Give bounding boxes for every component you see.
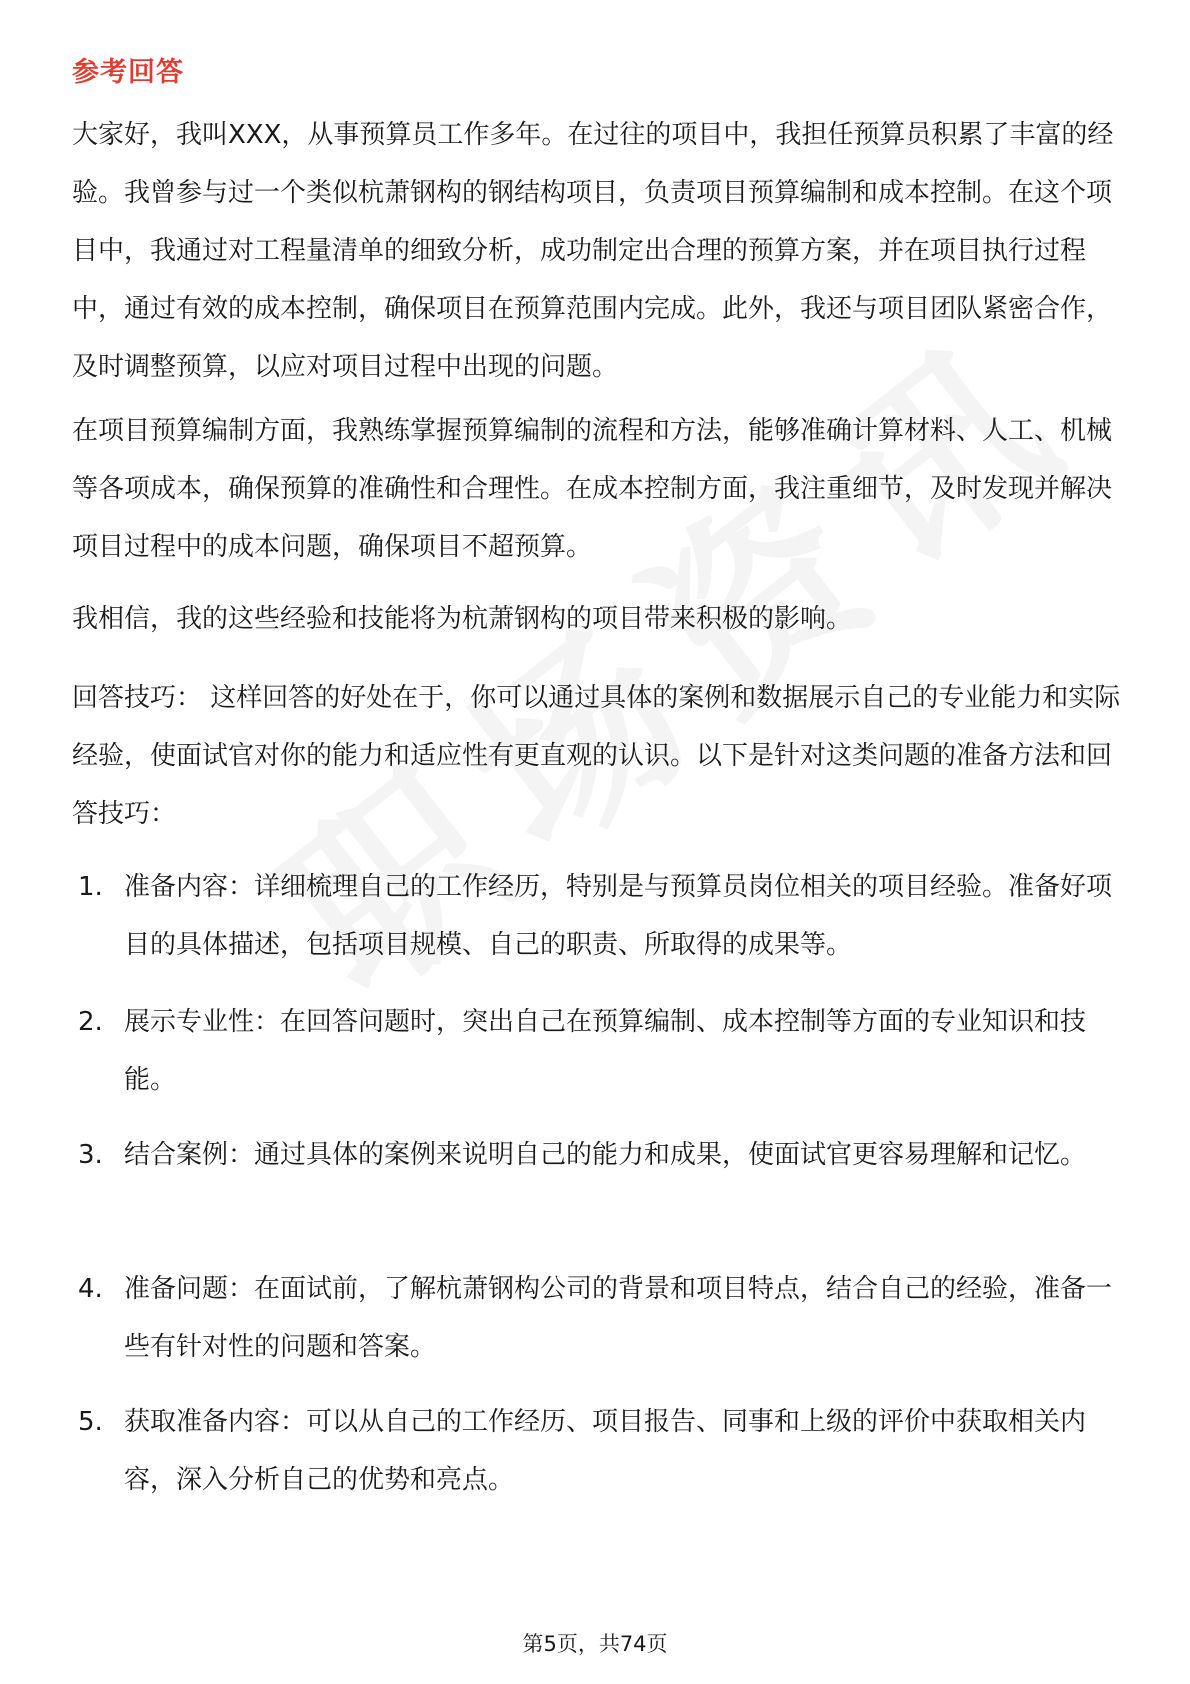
list-item [78, 1393, 1128, 1509]
section-heading: 参考回答 [72, 57, 184, 88]
page-number-footer: 第5页，共74页 [522, 1632, 668, 1656]
list-item-number: 4. [78, 1274, 103, 1304]
list-item-text: 准备问题：在面试前，了解杭萧钢构公司的背景和项目特点，结合自己的经验，准备一些有针对性的问题和答案。 [124, 1274, 1113, 1362]
list-item-number: 2. [78, 1007, 103, 1037]
list-item-number: 5. [78, 1407, 103, 1437]
paragraph-answer-tips: 回答技巧： 这样回答的好处在于，你可以通过具体的案例和数据展示自己的专业能力和实际经验，使面试官对你的能力和适应性有更直观的认识。以下是针对这类问题的准备方法和回答技巧： [72, 683, 1121, 829]
list-item [78, 993, 1128, 1109]
list-item [78, 1260, 1128, 1376]
paragraph-intro: 大家好，我叫XXX，从事预算员工作多年。在过往的项目中，我担任预算员积累了丰富的经验。我曾参与过一个类似杭萧钢构的钢结构项目，负责项目预算编制和成本控制。在这个项目中，我通过对工程量清单的细致分析，成功制定出合理的预算方案，并在项目执行过程中，通过有效的成本控制，确保项目在预算范围内完成。此外，我还与项目团队紧密合作，及时调整预算，以应对项目过程中出现的问题。 [72, 120, 1114, 382]
list-item [78, 1126, 1128, 1184]
list-item-text: 获取准备内容：可以从自己的工作经历、项目报告、同事和上级的评价中获取相关内容，深入分析自己的优势和亮点。 [124, 1407, 1087, 1495]
paragraph-budget-skills: 在项目预算编制方面，我熟练掌握预算编制的流程和方法，能够准确计算材料、人工、机械等各项成本，确保预算的准确性和合理性。在成本控制方面，我注重细节，及时发现并解决项目过程中的成本问题，确保项目不超预算。 [72, 416, 1113, 562]
paragraph-conclusion: 我相信，我的这些经验和技能将为杭萧钢构的项目带来积极的影响。 [72, 604, 853, 634]
list-item-text: 展示专业性：在回答问题时，突出自己在预算编制、成本控制等方面的专业知识和技能。 [124, 1007, 1087, 1095]
list-item-text: 准备内容：详细梳理自己的工作经历，特别是与预算员岗位相关的项目经验。准备好项目的具体描述，包括项目规模、自己的职责、所取得的成果等。 [124, 872, 1113, 960]
list-item-text: 结合案例：通过具体的案例来说明自己的能力和成果，使面试官更容易理解和记忆。 [124, 1140, 1087, 1170]
list-item [78, 858, 1128, 974]
list-item-number: 1. [78, 872, 103, 902]
list-item-number: 3. [78, 1140, 103, 1170]
